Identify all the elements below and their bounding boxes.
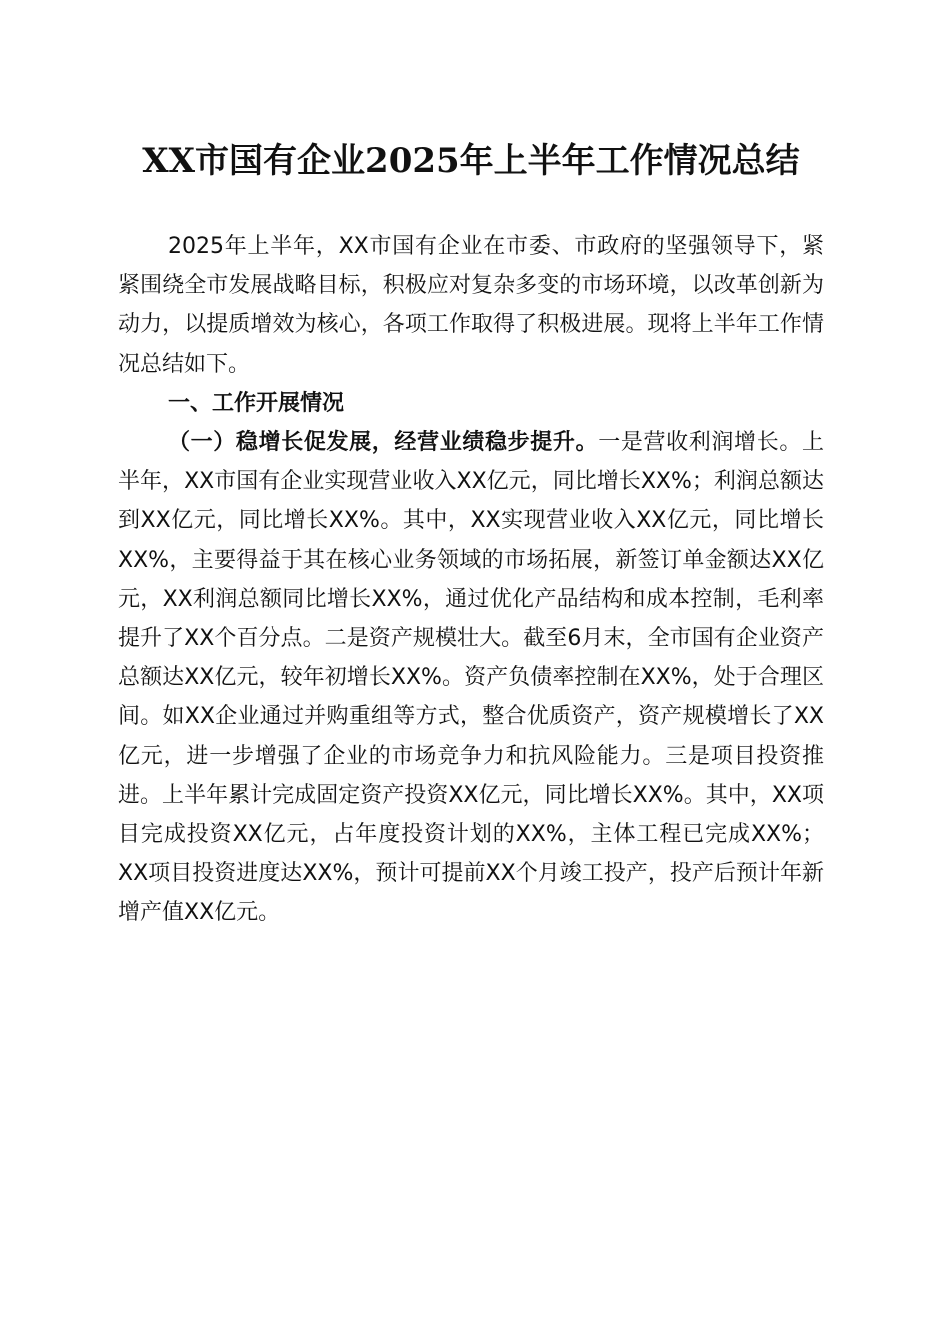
subsection-body: 一是营收利润增长。上半年，XX市国有企业实现营业收入XX亿元，同比增长XX%；利润总额达到XX亿元，同比增长XX%。其中，XX实现营业收入XX亿元，同比增长XX%，主要得益于其在核心业务领域的市场拓展，新签订单金额达XX亿元，XX利润总额同比增长XX%，通过优化产品结构和成本控制，毛利率提升了XX个百分点。二是资产规模壮大。截至6月末，全市国有企业资产总额达XX亿元，较年初增长XX%。资产负债率控制在XX%，处于合理区间。如XX企业通过并购重组等方式，整合优质资产，资产规模增长了XX亿元，进一步增强了企业的市场竞争力和抗风险能力。三是项目投资推进。上半年累计完成固定资产投资XX亿元，同比增长XX%。其中，XX项目完成投资XX亿元，占年度投资计划的XX%，主体工程已完成XX%；XX项目投资进度达XX%，预计可提前XX个月竣工投产，投产后预计年新增产值XX亿元。 (118, 430, 824, 926)
document-body (118, 227, 824, 933)
subsection-lead: （一）稳增长促发展，经营业绩稳步提升。 (168, 430, 599, 456)
section-heading: 一、工作开展情况 (168, 390, 345, 416)
document-title: XX市国有企业2025年上半年工作情况总结 (142, 141, 800, 181)
intro-paragraph: 2025年上半年，XX市国有企业在市委、市政府的坚强领导下，紧紧围绕全市发展战略目标，积极应对复杂多变的市场环境，以改革创新为动力，以提质增效为核心，各项工作取得了积极进展。现将上半年工作情况总结如下。 (118, 234, 824, 377)
subsection-paragraph (118, 423, 824, 933)
